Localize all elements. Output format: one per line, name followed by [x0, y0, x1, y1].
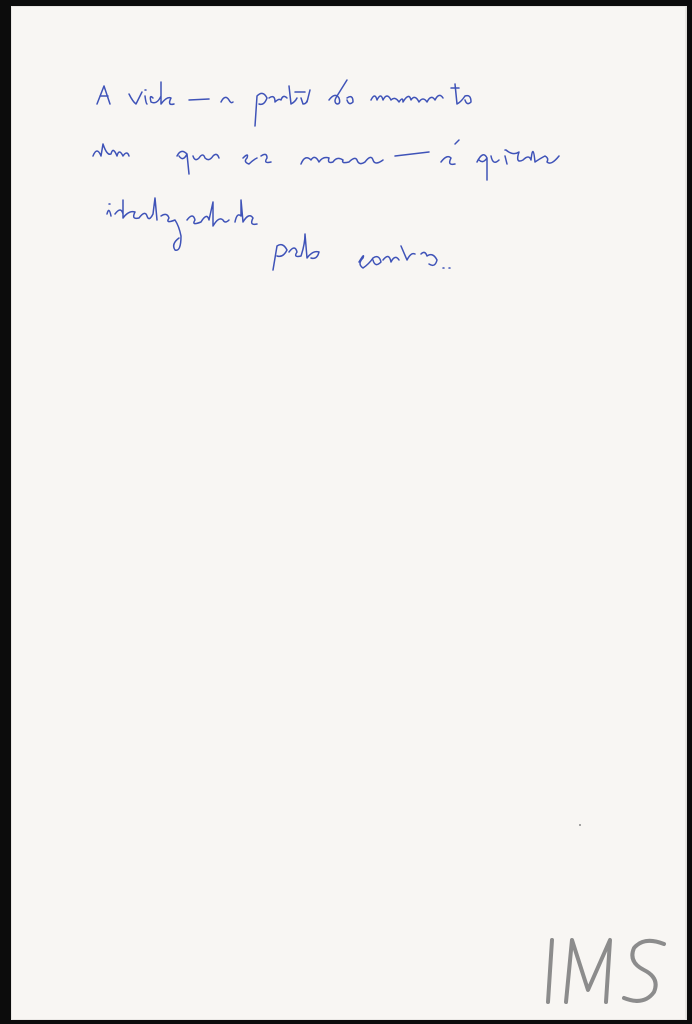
paper-sheet — [11, 6, 687, 1020]
paper-speck — [579, 824, 581, 826]
ims-watermark-logo — [544, 936, 674, 1006]
